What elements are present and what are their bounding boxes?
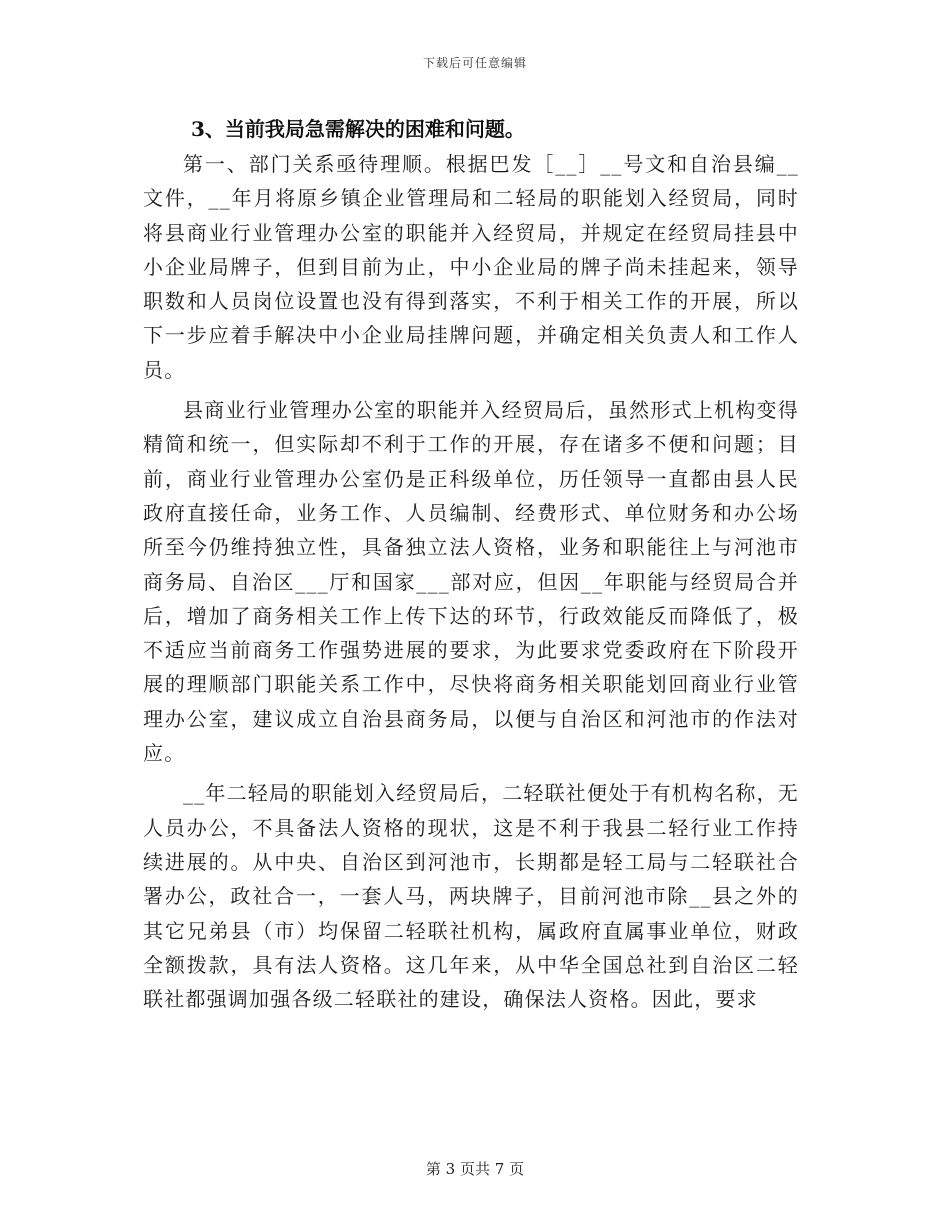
header-note: 下载后可任意编辑 — [422, 56, 527, 70]
paragraph-3: __年二轻局的职能划入经贸局后，二轻联社便处于有机构名称，无人员办公，不具备法人资格的现状，这是不利于我县二轻行业工作持续进展的。从中央、自治区到河池市，长期都是轻工局与二轻联社合署办公，政社合一，一套人马，两块牌子，目前河池市除__县之外的其它兄弟县（市）均保留二轻联社机构，属政府直属事业单位，财政全额拨款，具有法人资格。这几年来，从中华全国总社到自治区二轻联社都强调加强各级二轻联社的建设，确保法人资格。因此，要求 — [143, 781, 799, 1012]
document-body — [143, 112, 799, 1016]
page-number: 第 3 页共 7 页 — [425, 1160, 525, 1178]
section-heading: 3、当前我局急需解决的困难和问题。 — [191, 117, 525, 141]
paragraph-1: 第一、部门关系亟待理顺。根据巴发［__］__号文和自治县编__文件，__年月将原乡镇企业管理局和二轻局的职能划入经贸局，同时将县商业行业管理办公室的职能并入经贸局，并规定在经贸局挂县中小企业局牌子，但到目前为止，中小企业局的牌子尚未挂起来，领导职数和人员岗位设置也没有得到落实，不利于相关工作的开展，所以下一步应着手解决中小企业局挂牌问题，并确定相关负责人和工作人员。 — [143, 152, 799, 382]
paragraph-2: 县商业行业管理办公室的职能并入经贸局后，虽然形式上机构变得精简和统一，但实际却不利于工作的开展，存在诸多不便和问题；目前，商业行业管理办公室仍是正科级单位，历任领导一直都由县人民政府直接任命，业务工作、人员编制、经费形式、单位财务和办公场所至今仍维持独立性，具备独立法人资格，业务和职能往上与河池市商务局、自治区___厅和国家___部对应，但因__年职能与经贸局合并后，增加了商务相关工作上传下达的环节，行政效能反而降低了，极不适应当前商务工作强势进展的要求，为此要求党委政府在下阶段开展的理顺部门职能关系工作中，尽快将商务相关职能划回商业行业管理办公室，建议成立自治县商务局，以便与自治区和河池市的作法对应。 — [143, 398, 799, 766]
